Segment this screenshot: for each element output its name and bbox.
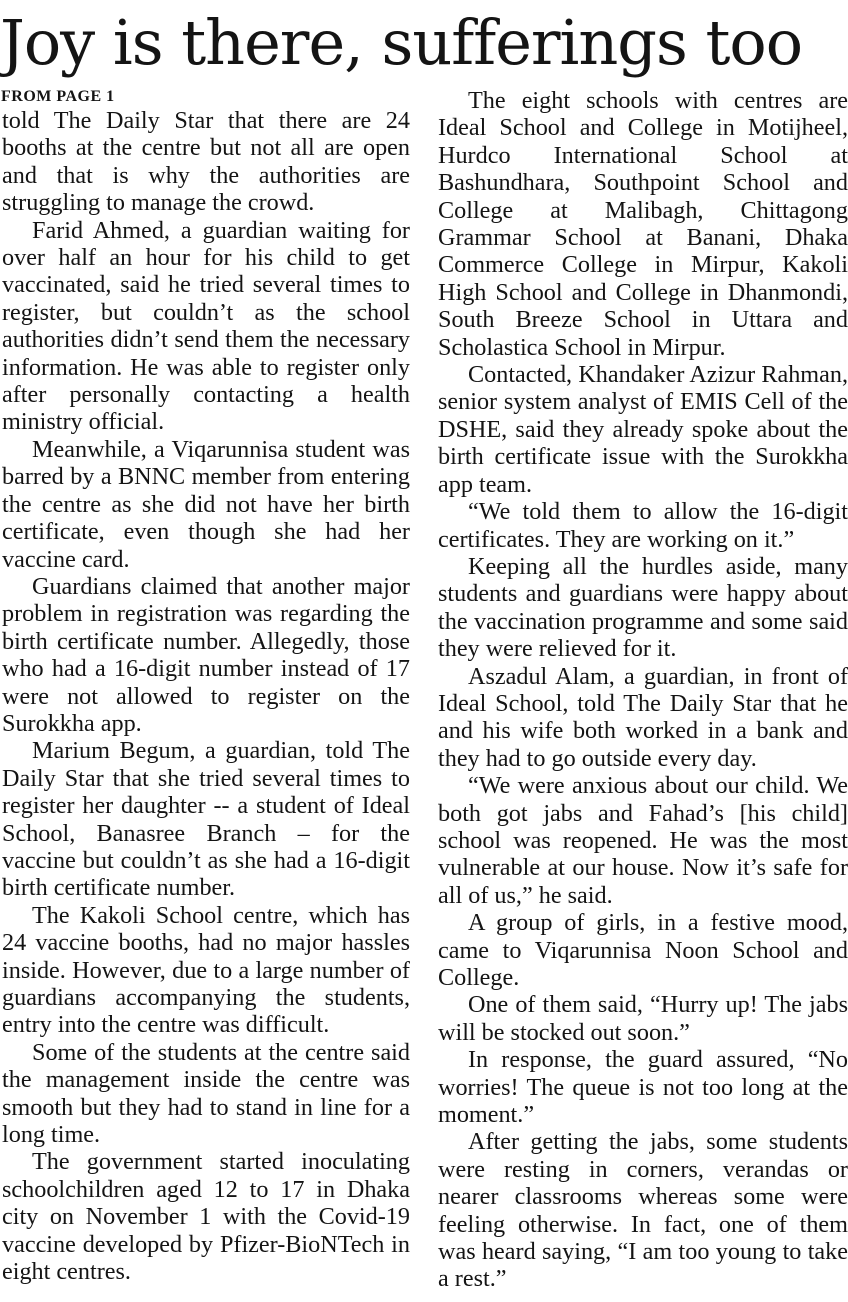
paragraph: told The Daily Star that there are 24 booths at the centre but not all are open and that is why the authorities are struggling to manage the crowd. bbox=[2, 107, 410, 217]
continuation-kicker: FROM PAGE 1 bbox=[1, 88, 115, 105]
paragraph: Farid Ahmed, a guardian waiting for over half an hour for his child to get vaccinated, said he tried several times to register, but couldn’t as the school authorities didn’t send them the necessary information. He was able to register only after personally contacting a health ministry official. bbox=[2, 216, 410, 436]
paragraph: Keeping all the hurdles aside, many students and guardians were happy about the vaccination programme and some said they were relieved for it. bbox=[438, 552, 848, 663]
paragraph: Aszadul Alam, a guardian, in front of Ideal School, told The Daily Star that he and his wife both worked in a bank and they had to go outside every day. bbox=[438, 662, 848, 772]
paragraph: One of them said, “Hurry up! The jabs will be stocked out soon.” bbox=[438, 991, 848, 1046]
paragraph: Guardians claimed that another major problem in registration was regarding the birth certificate number. Allegedly, those who had a 16-digit number instead of 17 were not allowed to register on the Surokkha app. bbox=[2, 572, 410, 737]
paragraph: Some of the students at the centre said the management inside the centre was smooth but they had to stand in line for a long time. bbox=[2, 1038, 410, 1149]
paragraph: In response, the guard assured, “No worries! The queue is not too long at the moment.” bbox=[438, 1046, 848, 1129]
paragraph: The Kakoli School centre, which has 24 vaccine booths, had no major hassles inside. However, due to a large number of guardians accompanying the students, entry into the centre was difficult. bbox=[2, 901, 410, 1039]
paragraph: Contacted, Khandaker Azizur Rahman, senior system analyst of EMIS Cell of the DSHE, said they already spoke about the birth certificate issue with the Surokkha app team. bbox=[438, 361, 848, 498]
article-column-left bbox=[2, 107, 410, 1285]
paragraph: “We were anxious about our child. We both got jabs and Fahad’s [his child] school was reopened. He was the most vulnerable at our house. Now it’s safe for all of us,” he said. bbox=[438, 772, 848, 909]
headline: Joy is there, sufferings too bbox=[0, 6, 803, 79]
paragraph: After getting the jabs, some students were resting in corners, verandas or nearer classrooms whereas some were feeling otherwise. In fact, one of them was heard saying, “I am too young to take a rest.” bbox=[438, 1128, 848, 1293]
article-column-right bbox=[438, 87, 848, 1293]
paragraph: The eight schools with centres are Ideal School and College in Motijheel, Hurdco International School at Bashundhara, Southpoint School and College at Malibagh, Chittagong Grammar School at Banani, Dhaka Commerce College in Mirpur, Kakoli High School and College in Dhanmondi, South Breeze School in Uttara and Scholastica School in Mirpur. bbox=[438, 87, 848, 361]
paragraph: “We told them to allow the 16-digit certificates. They are working on it.” bbox=[438, 498, 848, 553]
paragraph: A group of girls, in a festive mood, came to Viqarunnisa Noon School and College. bbox=[438, 909, 848, 991]
paragraph: The government started inoculating schoolchildren aged 12 to 17 in Dhaka city on November 1 with the Covid-19 vaccine developed by Pfizer-BioNTech in eight centres. bbox=[2, 1148, 410, 1286]
paragraph: Meanwhile, a Viqarunnisa student was barred by a BNNC member from entering the centre as she did not have her birth certificate, even though she had her vaccine card. bbox=[2, 435, 410, 573]
paragraph: Marium Begum, a guardian, told The Daily Star that she tried several times to register her daughter -- a student of Ideal School, Banasree Branch – for the vaccine but couldn’t as she had a 16-digit birth certificate number. bbox=[2, 737, 410, 902]
